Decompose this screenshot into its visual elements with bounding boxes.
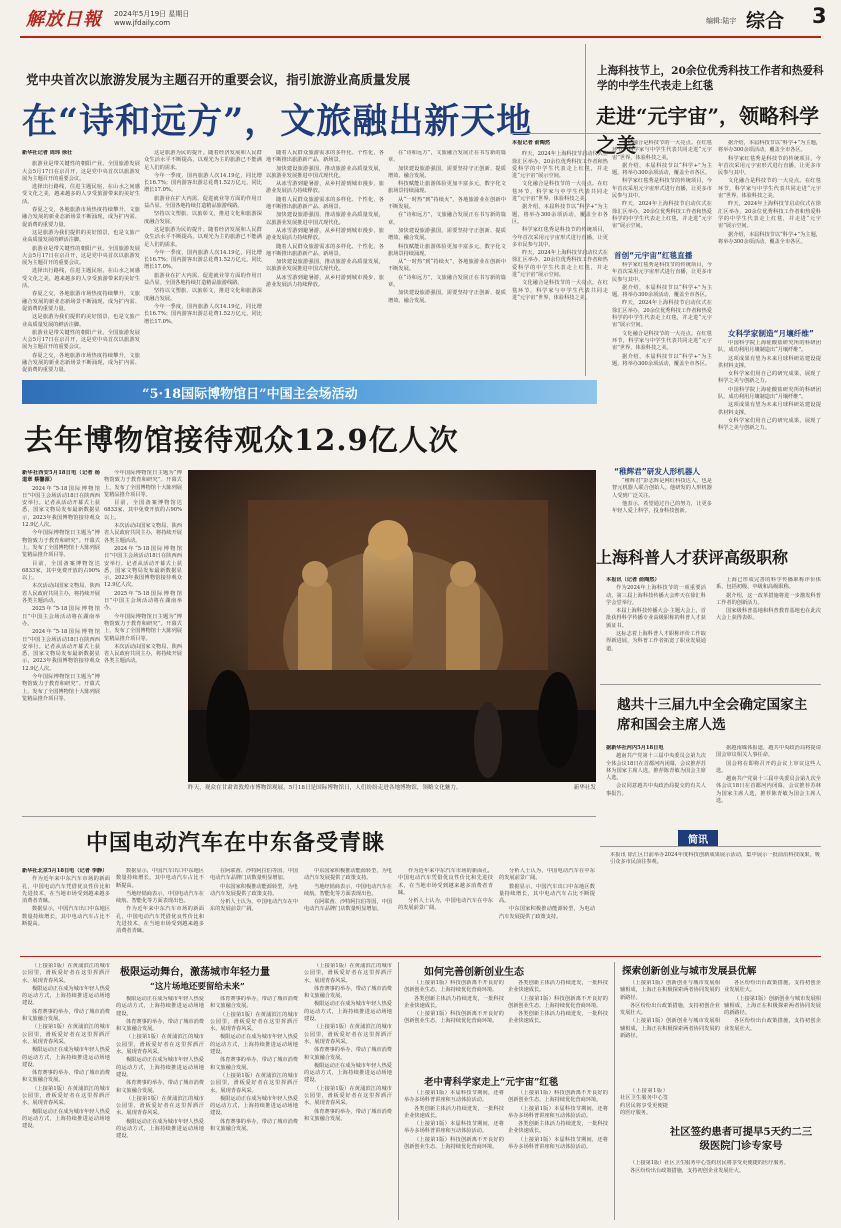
bottom-col2: 极限运动正在成为城市年轻人热爱的运动方式，上海持续推进运动场地建设。 体育赛事的举办，带动了城市消费和文旅融合发展。 （上接第1版）在黄浦滨江的城市公园里，滑板爱好者在这里挥洒汗水，展现青春风采。 极限运动正在成为城市年轻人热爱的运动方式，上海持续推进运动场地建设。 体育赛事的举办，带动了城市消费和文旅融合发展。 （上接第1版）在黄浦滨江的城市公园里，滑板爱好者在这里挥洒汗水，展现青春风采。 极限运动正在成为城市年轻人热爱的运动方式，上海持续推进运动场地建设。	[116, 996, 204, 1140]
bottom-col5: （上接第1版）科技创新离不开良好的创新创业生态，上海持续优化营商环境。 各类创新主体活力持续迸发，一批科技企业快速成长。 （上接第1版）科技创新离不开良好的创新创业生态，上海持续优化营商环境。	[404, 980, 504, 1025]
story-headline: 如何完善创新创业生态	[424, 967, 524, 978]
masthead	[0, 0, 841, 36]
bottom-col11: （上接第1版）社区卫生服务中心签约居民将享受更便捷的医疗服务。	[620, 1088, 668, 1116]
subhead: “稚辉君”研发人形机器人	[614, 467, 700, 476]
bottom-section-rule	[20, 956, 821, 957]
story-headline: 中国电动汽车在中东备受青睐	[86, 830, 386, 856]
banner-label: “5·18国际博物馆日”中国主会场活动	[142, 387, 358, 402]
story-body-col2b: 科学家红毯秀是科技节的传统项目，今年首次采用元宇宙形式进行直播，让更多市民参与其中。 据介绍，本届科技节以“科学+”为主题，将举办300余项活动，覆盖全市各区。 昨天，2024年上海科技节启动仪式在徐汇区举办，20余位优秀科技工作者和热爱科学的中学生代表走上红毯，并走进“元宇宙”展示空间。 文化融合是科技节的一大亮点。在红毯环节，科学家与中学生代表共同走进“元宇宙”世界，体验科技之美。 据介绍，本届科技节以“科学+”为主题，将举办300余项活动，覆盖全市各区。	[612, 262, 712, 367]
byline: 本报记者 俞陶然	[512, 140, 551, 146]
section-name: 综合	[746, 10, 785, 32]
story-body-col5: 作为近年来中东汽车市场的新面孔，中国电动汽车凭借优良性价比和先进技术，在当地市场受到越来越多消费者青睐。 分析人士认为，中国电动汽车在中东的发展前景广阔。	[398, 868, 493, 912]
story-body-col2: 这是旅游为民的提升。随着经济发展和人民群众生活水平不断提高，以观光为主的旅游已不能满足人们的需求。 今年一季度，国内旅游人次14.19亿，同比增长16.7%；国内游客出游总花费1.52万亿元，同比增长17.0%。 旅游业在扩大内需、促进就业等方面的作用日益凸显。全国各地持续打造精品旅游线路。 坚持以文塑旅、以旅彰文，推进文化和旅游深度融合发展。 这是旅游为民的提升。随着经济发展和人民群众生活水平不断提高，以观光为主的旅游已不能满足人们的需求。 今年一季度，国内旅游人次14.19亿，同比增长16.7%；国内游客出游总花费1.52万亿元，同比增长17.0%。 旅游业在扩大内需、促进就业等方面的作用日益凸显。全国各地持续打造精品旅游线路。 坚持以文塑旅、以旅彰文，推进文化和旅游深度融合发展。 今年一季度，国内旅游人次14.19亿，同比增长16.7%；国内游客出游总花费1.52万亿元，同比增长17.0%。	[144, 150, 262, 325]
story-headline: 去年博物馆接待观众12.9亿人次	[24, 423, 459, 457]
photo-caption: 昨天，观众在甘肃省敦煌市博物馆观展。5月18日是国际博物馆日，人们纷纷走进各地博物馆，领略文化魅力。 新华社发	[188, 785, 596, 791]
story-body-col6: 分析人士认为，中国电动汽车在中东的发展前景广阔。 数据显示，中国汽车出口中东地区数量持续增长，其中电动汽车占比不断提高。 中东国家积极推动能源转型，为电动汽车发展提供了政策支持。	[499, 868, 595, 920]
masthead-rule	[20, 36, 821, 38]
bottom-col7: （上接第1版）本届科技节期间，还将举办多场科普讲座和互动体验活动。 各类创新主体活力持续迸发，一批科技企业快速成长。 （上接第1版）本届科技节期间，还将举办多场科普讲座和互动体验活动。 （上接第1版）科技创新离不开良好的创新创业生态，上海持续优化营商环境。	[404, 1090, 504, 1151]
svg-text:解放日報: 解放日報	[26, 9, 102, 30]
story-subhead: “这片场地还要留给未来”	[150, 982, 245, 992]
bottom-col10: 各区纷纷出台政策措施，支持初创企业发展壮大。 （上接第1版）创新创业与城市发展相辅相成，上海正在积极探索两者协同发展的新路径。 各区纷纷出台政策措施，支持初创企业发展壮大。	[724, 980, 821, 1032]
museum-photo	[188, 470, 596, 782]
bottom-col1: （上接第1版）在黄浦滨江的城市公园里，滑板爱好者在这里挥洒汗水，展现青春风采。 极限运动正在成为城市年轻人热爱的运动方式，上海持续推进运动场地建设。 体育赛事的举办，带动了城市消费和文旅融合发展。 （上接第1版）在黄浦滨江的城市公园里，滑板爱好者在这里挥洒汗水，展现青春风采。 极限运动正在成为城市年轻人热爱的运动方式，上海持续推进运动场地建设。 体育赛事的举办，带动了城市消费和文旅融合发展。 （上接第1版）在黄浦滨江的城市公园里，滑板爱好者在这里挥洒汗水，展现青春风采。 极限运动正在成为城市年轻人热爱的运动方式，上海持续推进运动场地建设。	[22, 963, 110, 1130]
story-body-col4: 中东国家积极推动能源转型，为电动汽车发展提供了政策支持。 当地经销商表示，中国电动汽车在续航、智能化等方面表现出色。 在阿联酋、沙特阿拉伯等国，中国电动汽车品牌门店数量明显增加。	[304, 868, 392, 913]
story-kicker: 上海科技节上，20余位优秀科技工作者和热爱科学的中学生代表走上红毯	[597, 65, 824, 92]
brief-text: 本报讯 徐汇区日前举办2024年度科技创新成果展示活动，集中展示一批前沿科技成果，吸引众多市民前往参观。	[610, 852, 820, 866]
story-headline: 上海科普人才获评高级职称	[596, 548, 789, 567]
byline: 新华社记者 周玮 徐壮	[22, 150, 73, 156]
issue-date: 2024年5月19日 星期日	[114, 10, 190, 18]
website-url: www.jfdaily.com	[114, 19, 171, 27]
story-kicker: 党中央首次以旅游发展为主题召开的重要会议，指引旅游业高质量发展	[26, 72, 411, 87]
dateline: 据新华社河内5月18日电	[606, 745, 664, 751]
section-divider	[22, 816, 596, 817]
bottom-col9: （上接第1版）创新创业与城市发展相辅相成，上海正在积极探索两者协同发展的新路径。 各区纷纷出台政策措施，支持初创企业发展壮大。 （上接第1版）创新创业与城市发展相辅相成，上海正在积极探索两者协同发展的新路径。	[620, 980, 720, 1040]
byline: 新华社西安5月18日电（记者 杨道章 蔡馨源）	[22, 470, 100, 484]
story-body-col1: 新华社记者 周玮 徐壮 旅游业是带关键性的朝阳产业。全国旅游发展大会5月17日在京召开，这是党中央首次以旅游发展为主题召开的重要会议。 选择出行路线，住进主题民宿，在山水之间感受文化之美，越来越多的人享受旅游带来的美好生活。 春夏之交，各地旅游市场热度持续攀升，文旅融合发展的新业态新场景不断涌现，成为扩内需、促消费的重要力量。 这是旅游为我们提供的美好图景，也是文旅产业高质量发展的鲜活注脚。 旅游业是带关键性的朝阳产业。全国旅游发展大会5月17日在京召开，这是党中央首次以旅游发展为主题召开的重要会议。 选择出行路线，住进主题民宿，在山水之间感受文化之美，越来越多的人享受旅游带来的美好生活。 春夏之交，各地旅游市场热度持续攀升，文旅融合发展的新业态新场景不断涌现，成为扩内需、促消费的重要力量。 这是旅游为我们提供的美好图景，也是文旅产业高质量发展的鲜活注脚。 旅游业是带关键性的朝阳产业。全国旅游发展大会5月17日在京召开，这是党中央首次以旅游发展为主题召开的重要会议。 春夏之交，各地旅游市场热度持续攀升，文旅融合发展的新业态新场景不断涌现，成为扩内需、促消费的重要力量。	[22, 150, 140, 374]
photo-credit: 新华社发	[573, 785, 596, 791]
story-body-col3: 据介绍，本届科技节以“科学+”为主题，将举办300余项活动，覆盖全市各区。 科学家红毯秀是科技节的传统项目，今年首次采用元宇宙形式进行直播，让更多市民参与其中。 文化融合是科技节的一大亮点。在红毯环节，科学家与中学生代表共同走进“元宇宙”世界，体验科技之美。 昨天，2024年上海科技节启动仪式在徐汇区举办，20余位优秀科技工作者和热爱科学的中学生代表走上红毯，并走进“元宇宙”展示空间。 据介绍，本届科技节以“科学+”为主题，将举办300余项活动，覆盖全市各区。	[718, 140, 821, 245]
story-body-col2: 上海已形成完善的科学传播职称评价体系，包括初级、中级和高级职称。 据介绍，这一改革措施将进一步激发科普工作者的创新活力。 国家级科普基地和科普教育基地也在此次大会上获得表彰。	[716, 577, 821, 622]
story-body-col2: 数据显示，中国汽车出口中东地区数量持续增长，其中电动汽车占比不断提高。 当地经销商表示，中国电动汽车在续航、智能化等方面表现出色。 作为近年来中东汽车市场的新面孔，中国电动汽车凭借优良性价比和先进技术，在当地市场受到越来越多消费者青睐。	[116, 868, 204, 935]
story-body-col4: 在“诗和远方”，文旅融合发展正在书写新的篇章。 加快建设旅游强国，需要坚持守正创新、提质增效、融合发展。 科技赋能让旅游体验更加丰富多元，数字化文旅场景持续涌现。 从“一时热”到“持续火”，各地旅游业在创新中不断发展。 在“诗和远方”，文旅融合发展正在书写新的篇章。 加快建设旅游强国，需要坚持守正创新、提质增效、融合发展。 科技赋能让旅游体验更加丰富多元，数字化文旅场景持续涌现。 从“一时热”到“持续火”，各地旅游业在创新中不断发展。 在“诗和远方”，文旅融合发展正在书写新的篇章。 加快建设旅游强国，需要坚持守正创新、提质增效、融合发展。	[388, 150, 506, 304]
story-body-col2: 文化融合是科技节的一大亮点。在红毯环节，科学家与中学生代表共同走进“元宇宙”世界，体验科技之美。 据介绍，本届科技节以“科学+”为主题，将举办300余项活动，覆盖全市各区。 科学家红毯秀是科技节的传统项目，今年首次采用元宇宙形式进行直播，让更多市民参与其中。 昨天，2024年上海科技节启动仪式在徐汇区举办，20余位优秀科技工作者和热爱科学的中学生代表走上红毯，并走进“元宇宙”展示空间。	[612, 140, 712, 230]
story-headline: 在“诗和远方”，文旅融出新天地	[22, 101, 533, 142]
story-body-col1: 新华社北京5月18日电（记者 李静） 作为近年来中东汽车市场的新面孔，中国电动汽车凭借优良性价比和先进技术，在当地市场受到越来越多消费者青睐。 数据显示，中国汽车出口中东地区数量持续增长，其中电动汽车占比不断提高。	[22, 868, 110, 928]
headline-rule	[510, 133, 821, 134]
story-headline: 社区签约患者可提早5天约二三级医院门诊专家号	[669, 1126, 813, 1152]
story-headline: 走进“元宇宙”，领略科学之美	[596, 104, 820, 157]
page-number: 3	[812, 4, 827, 28]
byline: 新华社北京5月18日电（记者 李静）	[22, 868, 108, 874]
story-headline: 越共十三届九中全会确定国家主席和国会主席人选	[617, 697, 808, 733]
column-divider	[614, 962, 615, 1220]
story-headline: 探索创新创业与城市发展县优解	[622, 966, 757, 977]
bottom-col12: （上接第1版）社区卫生服务中心签约居民将享受更便捷的医疗服务。 各区纷纷出台政策措施，支持初创企业发展壮大。	[630, 1160, 789, 1175]
subhead: 女科学家制造“月壤纤维”	[728, 329, 814, 338]
story-body-col1: 本报讯（记者 俞陶然） 作为2024年上海科技节的一项重要活动，第三届上海科技传播大会昨天在徐汇科学会堂举行。 本届上海科技传播大会·主题大会上，首批获得科学传播专业高级职称的科普人才获颁证书。 这标志着上海科普人才职称评价工作取得新进展，为科普工作者拓宽了职业发展通道。	[606, 577, 706, 652]
subhead: 首创“元宇宙”红毯直播	[614, 251, 693, 260]
story-body-col3: 随着人民群众旅游需求的多样化、个性化，各地不断推出旅游新产品、新场景。 加快建设旅游强国，推动旅游业高质量发展，以旅游业发展推进中国式现代化。 从冰雪游到避暑游，从乡村游到城市漫步，旅游业发展活力持续释放。 随着人民群众旅游需求的多样化、个性化，各地不断推出旅游新产品、新场景。 加快建设旅游强国，推动旅游业高质量发展，以旅游业发展推进中国式现代化。 从冰雪游到避暑游，从乡村游到城市漫步，旅游业发展活力持续释放。 随着人民群众旅游需求的多样化、个性化，各地不断推出旅游新产品、新场景。 加快建设旅游强国，推动旅游业高质量发展，以旅游业发展推进中国式现代化。 从冰雪游到避暑游，从乡村游到城市漫步，旅游业发展活力持续释放。	[266, 150, 384, 289]
column-divider	[398, 962, 399, 1220]
bottom-col3: 体育赛事的举办，带动了城市消费和文旅融合发展。 （上接第1版）在黄浦滨江的城市公园里，滑板爱好者在这里挥洒汗水，展现青春风采。 极限运动正在成为城市年轻人热爱的运动方式，上海持续推进运动场地建设。 体育赛事的举办，带动了城市消费和文旅融合发展。 （上接第1版）在黄浦滨江的城市公园里，滑板爱好者在这里挥洒汗水，展现青春风采。 极限运动正在成为城市年轻人热爱的运动方式，上海持续推进运动场地建设。 体育赛事的举办，带动了城市消费和文旅融合发展。	[210, 996, 298, 1133]
story-headline: 极限运动舞台，激荡城市年轻力量	[120, 967, 270, 978]
story-body-col2c: “稚辉君”彭志辉是网红科技达人，也是智元机器人联合创始人。他研发的人形机器人受到广泛关注。 他表示，希望通过自己的努力，让更多年轻人爱上科学，投身科技创新。	[612, 478, 712, 515]
bottom-col8: （上接第1版）科技创新离不开良好的创新创业生态，上海持续优化营商环境。 （上接第1版）本届科技节期间，还将举办多场科普讲座和互动体验活动。 各类创新主体活力持续迸发，一批科技企业快速成长。 （上接第1版）本届科技节期间，还将举办多场科普讲座和互动体验活动。	[508, 1090, 608, 1151]
section-divider	[600, 684, 821, 685]
brief-rule	[600, 846, 821, 847]
story-headline: 老中青科学家走上“元宇宙”红毯	[424, 1077, 559, 1088]
byline: 本报讯（记者 俞陶然）	[606, 577, 660, 583]
story-body-col1: 本报记者 俞陶然 昨天，2024年上海科技节启动仪式在徐汇区举办，20余位优秀科技工作者和热爱科学的中学生代表走上红毯，并走进“元宇宙”展示空间。 文化融合是科技节的一大亮点。在红毯环节，科学家与中学生代表共同走进“元宇宙”世界，体验科技之美。 据介绍，本届科技节以“科学+”为主题，将举办300余项活动，覆盖全市各区。 科学家红毯秀是科技节的传统项目，今年首次采用元宇宙形式进行直播，让更多市民参与其中。 昨天，2024年上海科技节启动仪式在徐汇区举办，20余位优秀科技工作者和热爱科学的中学生代表走上红毯，并走进“元宇宙”展示空间。 文化融合是科技节的一大亮点。在红毯环节，科学家与中学生代表共同走进“元宇宙”世界，体验科技之美。	[512, 140, 608, 301]
event-banner	[22, 380, 597, 404]
story-body-col1: 新华社西安5月18日电（记者 杨道章 蔡馨源） 2024年“5·18国际博物馆日”中国主会场活动18日在陕西西安举行。记者从活动开幕式上获悉，国家文物局发布最新数据显示，2023年我国博物馆接待观众12.9亿人次。 今年国际博物馆日主题为“博物馆致力于教育和研究”。开幕式上，发布了全国博物馆十大陈列展览精品推介项目等。 目前，全国备案博物馆达6833家，其中免费开放的占90%以上。 本次活动由国家文物局、陕西省人民政府共同主办，将持续开展各类主题活动。 2025年“5·18国际博物馆日”中国主会场活动将在湖南举办。 2024年“5·18国际博物馆日”中国主会场活动18日在陕西西安举行。记者从活动开幕式上获悉，国家文物局发布最新数据显示，2023年我国博物馆接待观众12.9亿人次。 今年国际博物馆日主题为“博物馆致力于教育和研究”。开幕式上，发布了全国博物馆十大陈列展览精品推介项目等。	[22, 470, 100, 702]
story-body-col2: 据越南媒体报道，越共中央政治局将提请国会审议相关人事任命。 国会将在即将召开的会议上审议这些人选。 越南共产党第十三届中央委员会第九次全体会议18日在首都河内闭幕，会议推荐苏林为国家主席人选，推荐陈青敏为国会主席人选。	[716, 745, 821, 805]
brief-box	[600, 828, 821, 896]
brief-title: 简讯	[678, 830, 718, 847]
story-body-col2: 今年国际博物馆日主题为“博物馆致力于教育和研究”。开幕式上，发布了全国博物馆十大陈列展览精品推介项目等。 目前，全国备案博物馆达6833家，其中免费开放的占90%以上。 本次活动由国家文物局、陕西省人民政府共同主办，将持续开展各类主题活动。 2024年“5·18国际博物馆日”中国主会场活动18日在陕西西安举行。记者从活动开幕式上获悉，国家文物局发布最新数据显示，2023年我国博物馆接待观众12.9亿人次。 2025年“5·18国际博物馆日”中国主会场活动将在湖南举办。 今年国际博物馆日主题为“博物馆致力于教育和研究”。开幕式上，发布了全国博物馆十大陈列展览精品推介项目等。 本次活动由国家文物局、陕西省人民政府共同主办，将持续开展各类主题活动。	[104, 470, 182, 665]
story-body-col3: 在阿联酋、沙特阿拉伯等国，中国电动汽车品牌门店数量明显增加。 中东国家积极推动能源转型，为电动汽车发展提供了政策支持。 分析人士认为，中国电动汽车在中东的发展前景广阔。	[210, 868, 298, 913]
bottom-col4: （上接第1版）在黄浦滨江的城市公园里，滑板爱好者在这里挥洒汗水，展现青春风采。 体育赛事的举办，带动了城市消费和文旅融合发展。 极限运动正在成为城市年轻人热爱的运动方式，上海持续推进运动场地建设。 （上接第1版）在黄浦滨江的城市公园里，滑板爱好者在这里挥洒汗水，展现青春风采。 体育赛事的举办，带动了城市消费和文旅融合发展。 极限运动正在成为城市年轻人热爱的运动方式，上海持续推进运动场地建设。 （上接第1版）在黄浦滨江的城市公园里，滑板爱好者在这里挥洒汗水，展现青春风采。 体育赛事的举办，带动了城市消费和文旅融合发展。	[304, 963, 392, 1122]
newspaper-logo	[24, 5, 108, 31]
bottom-col6: 各类创新主体活力持续迸发，一批科技企业快速成长。 （上接第1版）科技创新离不开良好的创新创业生态，上海持续优化营商环境。 各类创新主体活力持续迸发，一批科技企业快速成长。	[508, 980, 608, 1025]
story-body-col1: 据新华社河内5月18日电 越南共产党第十三届中央委员会第九次全体会议18日在首都河内闭幕，会议推荐苏林为国家主席人选，推荐陈青敏为国会主席人选。 会议同意越共中央政治局提交的有关人事报告。	[606, 745, 706, 797]
editor-credit: 编辑:陆宇	[706, 17, 737, 25]
story-body-col3b: 中国科学院上海硅酸盐研究所的科研团队，成功利用月壤制造出“月壤纤维”。 这项成果有望为未来月球科研站建设提供材料支撑。 女科学家们用自己的研究成果，展现了科学之美与创新之力。 中国科学院上海硅酸盐研究所的科研团队，成功利用月壤制造出“月壤纤维”。 这项成果有望为未来月球科研站建设提供材料支撑。 女科学家们用自己的研究成果，展现了科学之美与创新之力。	[718, 340, 821, 432]
